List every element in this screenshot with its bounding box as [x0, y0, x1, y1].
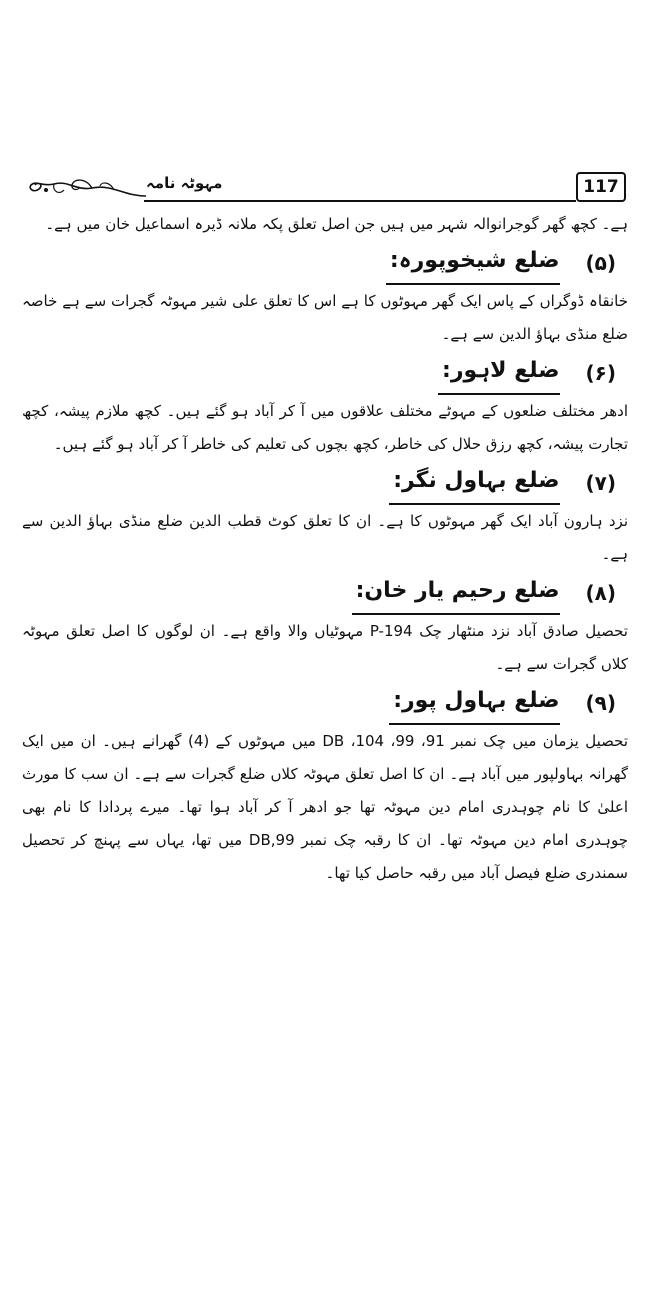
- section-title: ضلع شیخوپورہ:: [386, 241, 560, 285]
- section-number: (۵): [585, 251, 616, 275]
- section-number: (۶): [585, 361, 616, 385]
- page-number: 117: [576, 172, 626, 202]
- section-title: ضلع لاہور:: [438, 351, 559, 395]
- section-number: (۹): [585, 691, 616, 715]
- page-header: [28, 172, 626, 202]
- running-title: مہوٹہ نامہ: [146, 174, 223, 192]
- section-heading-bahawalnagar: [22, 461, 628, 505]
- section-heading-rahim-yar-khan: [22, 571, 628, 615]
- section-title: ضلع رحیم یار خان:: [352, 571, 560, 615]
- flourish-ornament-icon: [28, 176, 148, 198]
- header-rule: [144, 200, 576, 202]
- page-content: [22, 208, 628, 890]
- section-heading-sheikhupura: [22, 241, 628, 285]
- paragraph-bahawalnagar: نزد ہارون آباد ایک گھر مہوٹوں کا ہے۔ ان کا تعلق کوٹ قطب الدین ضلع منڈی بہاؤ الدین سے ہے۔: [22, 512, 628, 563]
- section-number: (۷): [585, 471, 616, 495]
- paragraph-lahore: ادھر مختلف ضلعوں کے مہوٹے مختلف علاقوں میں آ کر آباد ہو گئے ہیں۔ کچھ ملازم پیشہ، کچھ تجارت پیشہ، کچھ رزق حلال کی خاطر، کچھ بچوں کی تعلیم کی خاطر آ کر آباد ہو گئے ہیں۔: [22, 402, 628, 453]
- paragraph-sheikhupura: خانقاہ ڈوگراں کے پاس ایک گھر مہوٹوں کا ہے اس کا تعلق علی شیر مہوٹہ گجرات سے ہے خاصہ ضلع منڈی بہاؤ الدین سے ہے۔: [22, 292, 628, 343]
- paragraph-bahawalpur: تحصیل یزمان میں چک نمبر 91، 99، 104، DB میں مہوٹوں کے (4) گھرانے ہیں۔ ان میں ایک گھرانہ بہاولپور میں آباد ہے۔ ان کا اصل تعلق مہوٹہ کلاں ضلع گجرات سے ہے۔ ان سب کا مورث اعلیٰ کا نام چوہدری امام دین مہوٹہ تھا جو ادھر آ کر آباد ہوا تھا۔ میرے پردادا کا نام بھی چوہدری امام دین مہوٹہ تھا۔ ان کا رقبہ چک نمبر DB,99 میں تھا، یہاں سے پہنچ کر تحصیل سمندری ضلع فیصل آباد میں رقبہ حاصل کیا تھا۔: [22, 732, 629, 882]
- section-heading-lahore: [22, 351, 628, 395]
- paragraph-rahim-yar-khan: تحصیل صادق آباد نزد منٹھار چک P-194 مہوٹیاں والا واقع ہے۔ ان لوگوں کا اصل تعلق مہوٹہ کلاں گجرات سے ہے۔: [22, 622, 628, 673]
- section-title: ضلع بہاول پور:: [389, 681, 559, 725]
- section-heading-bahawalpur: [22, 681, 628, 725]
- section-number: (۸): [585, 581, 616, 605]
- paragraph-intro: ہے۔ کچھ گھر گوجرانوالہ شہر میں ہیں جن اصل تعلق پکہ ملانہ ڈیرہ اسماعیل خان میں ہے۔: [45, 215, 628, 233]
- section-title: ضلع بہاول نگر:: [389, 461, 559, 505]
